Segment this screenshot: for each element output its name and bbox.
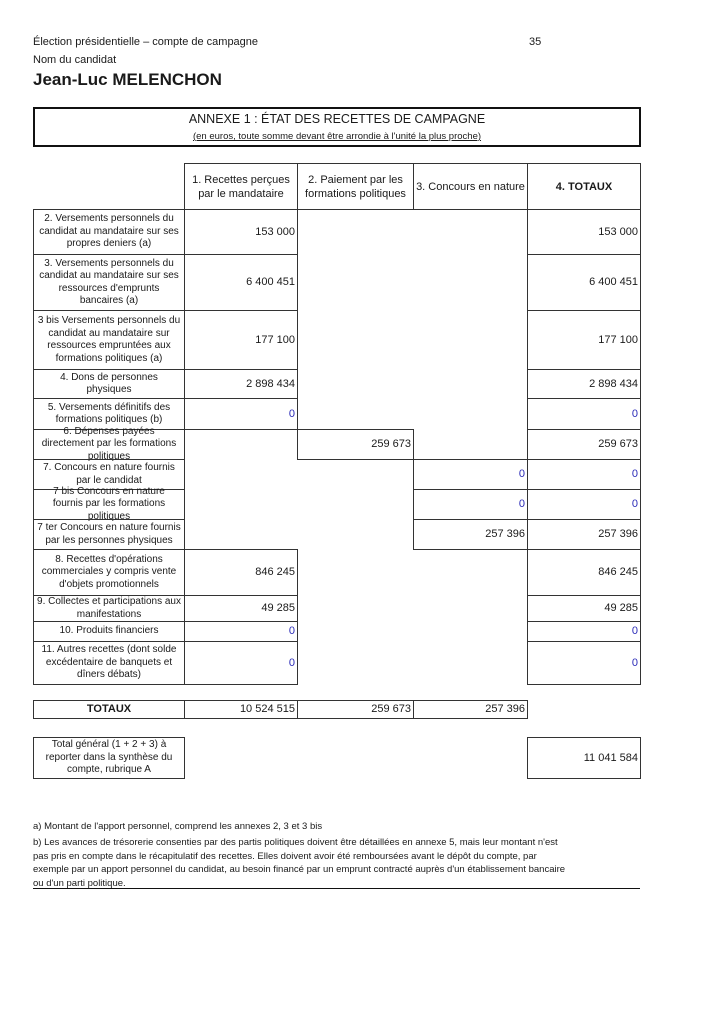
row-label: 5. Versements définitifs des formations politiques (b) [33,398,185,430]
column-header-2: 2. Paiement par les formations politiques [297,163,414,210]
totals-col1: 10 524 515 [184,700,298,719]
row-label: 3 bis Versements personnels du candidat au mandataire sur ressources empruntées aux formations politiques (a) [33,310,185,370]
totals-col3: 257 396 [413,700,528,719]
row-label: 11. Autres recettes (dont solde excédentaire de banquets et dîners débats) [33,641,185,685]
totals-col2: 259 673 [297,700,414,719]
row-total: 0 [527,489,641,520]
annex-subtitle [35,131,639,142]
row-label: 6. Dépenses payées directement par les formations politiques [33,429,185,460]
footnote-rule [33,888,640,889]
row-total: 177 100 [527,310,641,370]
grand-total-label: Total général (1 + 2 + 3) à reporter dans la synthèse du compte, rubrique A [33,737,185,779]
row-total: 0 [527,621,641,642]
row-label: 2. Versements personnels du candidat au mandataire sur ses propres deniers (a) [33,209,185,255]
row-label: 8. Recettes d'opérations commerciales y compris vente d'objets promotionnels [33,549,185,596]
footnote-b: b) Les avances de trésorerie consenties par des partis politiques doivent être détaillées en annexe 5, mais leur montant n'est pas pris en compte dans le récapitulatif des recettes. Elles doivent avoir été remboursées avant le dépôt du compte, par exemple par un apport personnel du candidat, au besoin financé par un emprunt contracté auprès d'un établissement bancaire ou d'un parti politique. [33,837,566,889]
row-total: 49 285 [527,595,641,622]
candidate-name: Jean-Luc MELENCHON [33,70,222,89]
row-value-col1: 153 000 [184,209,298,255]
column-header-3: 3. Concours en nature [413,163,528,210]
column-header-4: 4. TOTAUX [527,163,641,210]
row-label: 7 ter Concours en nature fournis par les personnes physiques [33,519,185,550]
row-total: 0 [527,641,641,685]
row-label: 7 bis Concours en nature fournis par les formations politiques [33,489,185,520]
annex-title: ANNEXE 1 : ÉTAT DES RECETTES DE CAMPAGNE [188,112,486,126]
row-value-col2: 259 673 [297,429,414,460]
row-value-col1: 49 285 [184,595,298,622]
row-value-col1: 6 400 451 [184,254,298,311]
row-total: 6 400 451 [527,254,641,311]
footnote-a: a) Montant de l'apport personnel, comprend les annexes 2, 3 et 3 bis [33,821,323,832]
row-value-col1: 846 245 [184,549,298,596]
row-value-col1: 177 100 [184,310,298,370]
row-label: 10. Produits financiers [33,621,185,642]
row-value-col1: 2 898 434 [184,369,298,399]
row-total: 153 000 [527,209,641,255]
row-label: 9. Collectes et participations aux manifestations [33,595,185,622]
column-header-1: 1. Recettes perçues par le mandataire [184,163,298,210]
document-header-title: Élection présidentielle – compte de campagne [33,36,259,48]
totals-label: TOTAUX [33,700,185,719]
annex-title-box [33,107,641,147]
row-total: 0 [527,459,641,490]
row-label: 3. Versements personnels du candidat au mandataire sur ses ressources d'emprunts bancaires (a) [33,254,185,311]
page-number: 35 [529,36,542,48]
row-value-col1: 0 [184,641,298,685]
row-label: 4. Dons de personnes physiques [33,369,185,399]
candidate-label: Nom du candidat [33,54,117,66]
row-total: 2 898 434 [527,369,641,399]
row-total: 257 396 [527,519,641,550]
row-total: 846 245 [527,549,641,596]
annex-subtitle-text: (en euros, toute somme devant être arrondie à l'unité la plus proche) [192,131,482,142]
row-label: 7. Concours en nature fournis par le candidat [33,459,185,490]
row-value-col1: 0 [184,621,298,642]
row-value-col1: 0 [184,398,298,430]
grand-total-value: 11 041 584 [527,737,641,779]
row-value-col3: 0 [413,489,528,520]
row-total: 0 [527,398,641,430]
row-total: 259 673 [527,429,641,460]
row-value-col3: 257 396 [413,519,528,550]
row-value-col3: 0 [413,459,528,490]
